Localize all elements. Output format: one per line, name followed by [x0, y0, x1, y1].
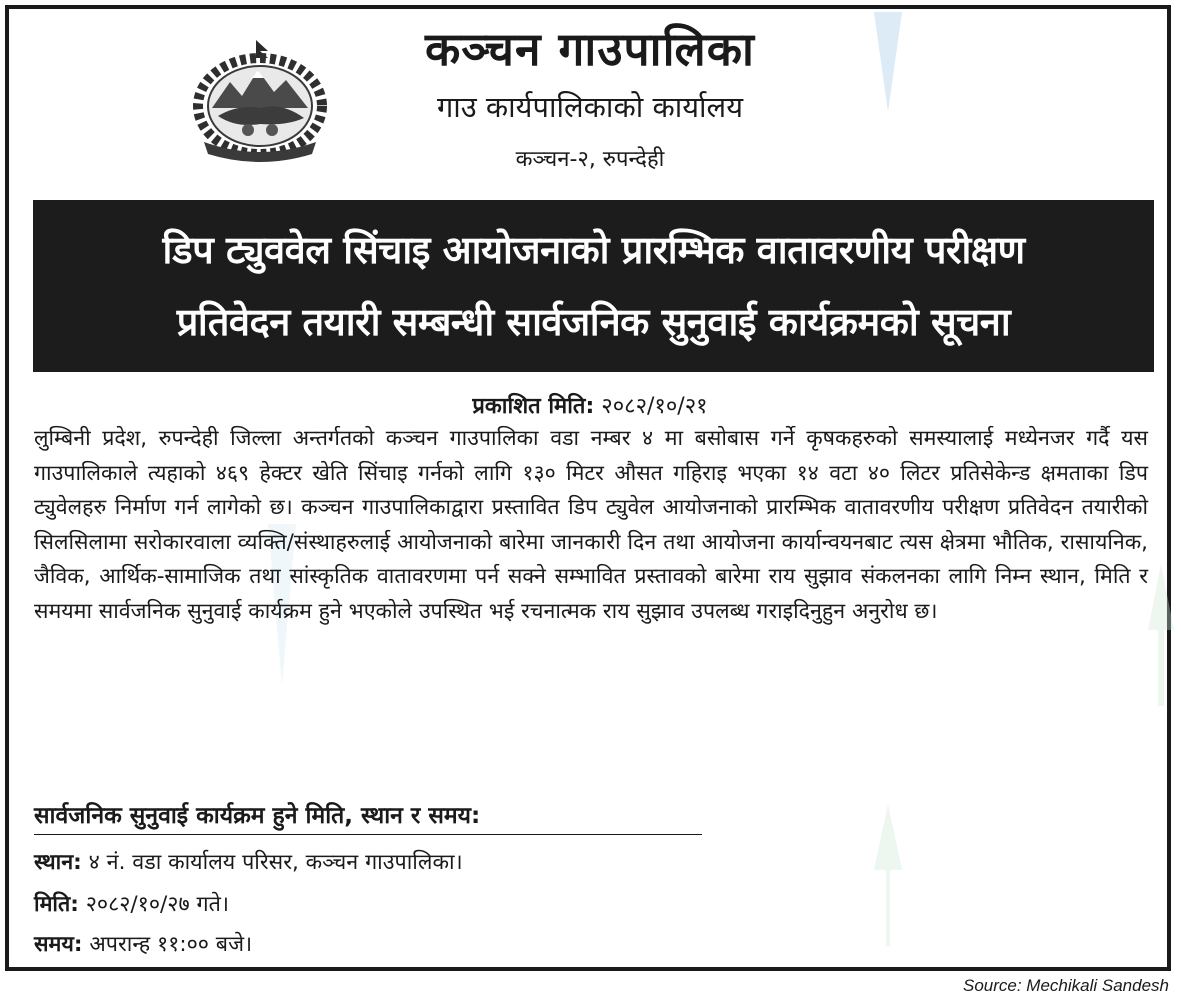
hearing-time-value: अपरान्ह ११:०० बजे। — [89, 932, 253, 957]
notice-body: लुम्बिनी प्रदेश, रुपन्देही जिल्ला अन्तर्गतको कञ्चन गाउपालिका वडा नम्बर ४ मा बसोबास गर्ने कृषकहरुको समस्यालाई मध्येनजर गर्दै यस गाउपालिकाले त्यहाको ४६९ हेक्टर खेति सिंचाइ गर्नको लागि १३० मिटर औसत गहिराइ भएका १४ वटा ४० लिटर प्रतिसेकेन्ड क्षमताका डिप ट्युवेलहरु निर्माण गर्न लागेको छ। कञ्चन गाउपालिकाद्वारा प्रस्तावित डिप ट्युवेल आयोजनाको प्रारम्भिक वातावरणीय परीक्षण प्रतिवेदन तयारीको सिलसिलामा सरोकारवाला व्यक्ति/संस्थाहरुलाई आयोजनाको बारेमा जानकारी दिन तथा आयोजना कार्यान्वयनबाट त्यस क्षेत्रमा भौतिक, रासायनिक, जैविक, आर्थिक-सामाजिक तथा सांस्कृतिक वातावरणमा पर्न सक्ने सम्भावित प्रस्तावको बारेमा राय सुझाव संकलनका लागि निम्न स्थान, मिति र समयमा सार्वजनिक सुनुवाई कार्यक्रम हुने भएकोले उपस्थित भई रचनात्मक राय सुझाव उपलब्ध गराइदिनुहुन अनुरोध छ। — [34, 426, 1148, 624]
organization-name: कञ्चन गाउपालिका — [425, 22, 755, 76]
nepal-government-emblem-icon — [190, 38, 330, 166]
watermark-arrow-icon — [868, 800, 908, 950]
hearing-date-label: मिति: — [34, 892, 79, 917]
published-date-row — [380, 388, 800, 426]
notice-title-banner — [33, 200, 1154, 372]
hearing-place-value: ४ नं. वडा कार्यालय परिसर, कञ्चन गाउपालिका। — [88, 850, 463, 875]
notice-title-line-2: प्रतिवेदन तयारी सम्बन्धी सार्वजनिक सुनुवाई कार्यक्रमको सूचना — [176, 300, 1011, 344]
published-date-label: प्रकाशित मिति: — [472, 394, 595, 419]
office-address: कञ्चन-२, रुपन्देही — [515, 147, 665, 172]
hearing-date-value: २०८२/१०/२७ गते। — [85, 892, 229, 917]
government-emblem — [190, 38, 330, 166]
hearing-heading-underline — [34, 834, 702, 835]
watermark-arrow-icon — [1146, 560, 1176, 710]
hearing-time-label: समय: — [34, 932, 83, 957]
hearing-time — [34, 926, 252, 964]
watermark-arrow-icon — [868, 8, 908, 118]
notice-title-line-1: डिप ट्युववेल सिंचाइ आयोजनाको प्रारम्भिक वातावरणीय परीक्षण — [162, 228, 1025, 272]
hearing-place — [34, 844, 463, 882]
office-name: गाउ कार्यपालिकाको कार्यालय — [436, 90, 744, 124]
source-credit: Source: Mechikali Sandesh — [962, 976, 1169, 995]
hearing-heading: सार्वजनिक सुनुवाई कार्यक्रम हुने मिति, स्थान र समय: — [34, 803, 481, 829]
published-date-value: २०८२/१०/२१ — [601, 394, 708, 419]
hearing-date — [34, 886, 229, 924]
hearing-place-label: स्थान: — [34, 850, 82, 875]
